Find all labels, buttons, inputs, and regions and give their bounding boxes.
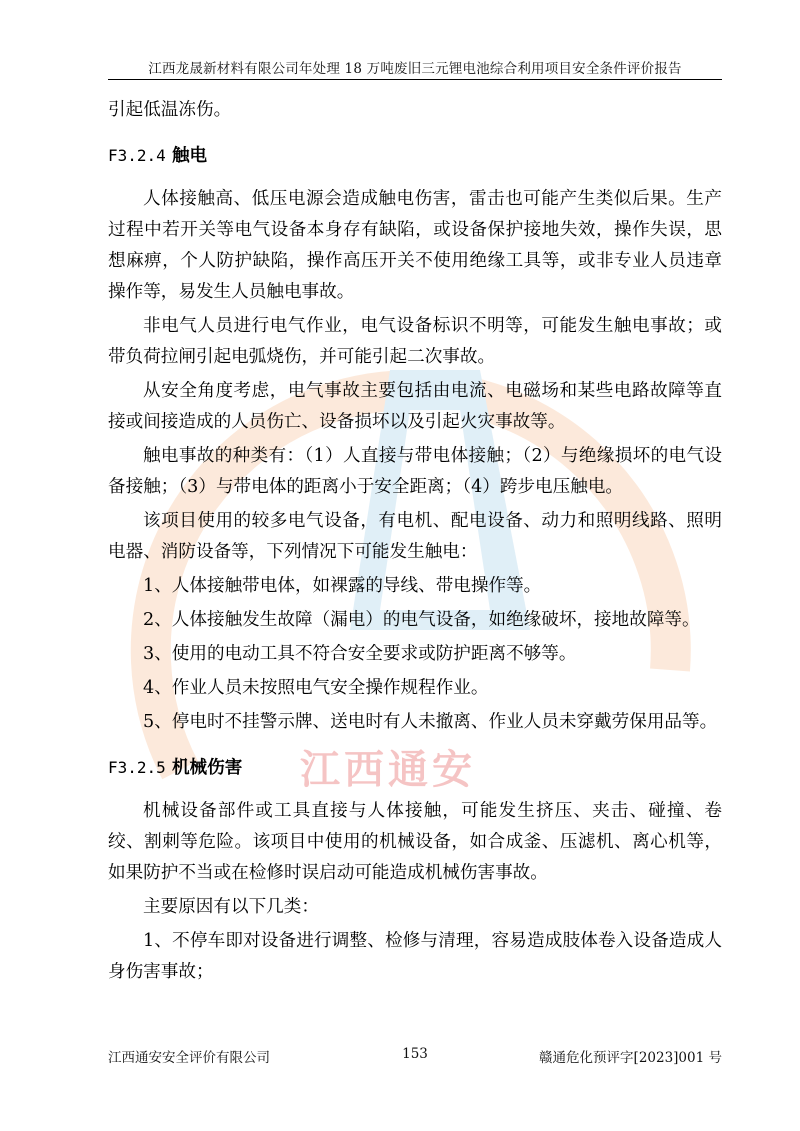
list-item: 1、不停车即对设备进行调整、检修与清理，容易造成肢体卷入设备造成人身伤害事故； <box>108 931 722 982</box>
footer-company: 江西通安安全评价有限公司 <box>108 1050 270 1066</box>
list-item: 1、人体接触带电体，如裸露的导线、带电操作等。 <box>143 576 542 596</box>
page-footer <box>108 1046 722 1068</box>
paragraph: 人体接触高、低压电源会造成触电伤害，雷击也可能产生类似后果。生产过程中若开关等电气设备本身存有缺陷，或设备保护接地失效，操作失误，思想麻痹，个人防护缺陷，操作高压开关不使用绝缘工具等，或非专业人员违章操作等，易发生人员触电事故。 <box>108 189 722 302</box>
list-item: 5、停电时不挂警示牌、送电时有人未撤离、作业人员未穿戴劳保用品等。 <box>143 712 718 732</box>
running-header: 江西龙晟新材料有限公司年处理 18 万吨废旧三元锂电池综合利用项目安全条件评价报告 <box>148 61 682 77</box>
paragraph: 触电事故的种类有：（1）人直接与带电体接触；（2）与绝缘损坏的电气设备接触；（3）与带电体的距离小于安全距离；（4）跨步电压触电。 <box>108 446 722 497</box>
header-rule <box>108 79 722 80</box>
section-heading-mechanical-injury <box>108 754 722 782</box>
section-title: 触电 <box>171 145 208 166</box>
page-number: 153 <box>402 1046 428 1062</box>
body-text <box>108 95 722 988</box>
paragraph: 该项目使用的较多电气设备，有电机、配电设备、动力和照明线路、照明电器、消防设备等，下列情况下可能发生触电： <box>108 511 722 562</box>
paragraph-continuation: 引起低温冻伤。 <box>108 100 232 120</box>
watermark-text: 江西通安 <box>300 747 476 793</box>
list-item: 3、使用的电动工具不符合安全要求或防护距离不够等。 <box>143 644 577 664</box>
list-item: 2、人体接触发生故障（漏电）的电气设备，如绝缘破坏，接地故障等。 <box>143 610 700 630</box>
document-number: 赣通危化预评字[2023]001 号 <box>539 1050 722 1066</box>
paragraph: 机械设备部件或工具直接与人体接触，可能发生挤压、夹击、碰撞、卷绞、割刺等危险。该项目中使用的机械设备，如合成釜、压滤机、离心机等，如果防护不当或在检修时误启动可能造成机械伤害事故。 <box>108 801 722 883</box>
paragraph: 从安全角度考虑，电气事故主要包括由电流、电磁场和某些电路故障等直接或间接造成的人员伤亡、设备损坏以及引起火灾事故等。 <box>108 381 722 432</box>
section-number: F3.2.4 <box>108 146 166 165</box>
section-number: F3.2.5 <box>108 758 166 777</box>
section-title: 机械伤害 <box>171 757 243 778</box>
list-item: 4、作业人员未按照电气安全操作规程作业。 <box>143 678 489 698</box>
section-heading-electric-shock <box>108 142 722 170</box>
paragraph: 非电气人员进行电气作业，电气设备标识不明等，可能发生触电事故；或带负荷拉闸引起电弧烧伤，并可能引起二次事故。 <box>108 316 722 367</box>
paragraph: 主要原因有以下几类： <box>143 897 319 917</box>
